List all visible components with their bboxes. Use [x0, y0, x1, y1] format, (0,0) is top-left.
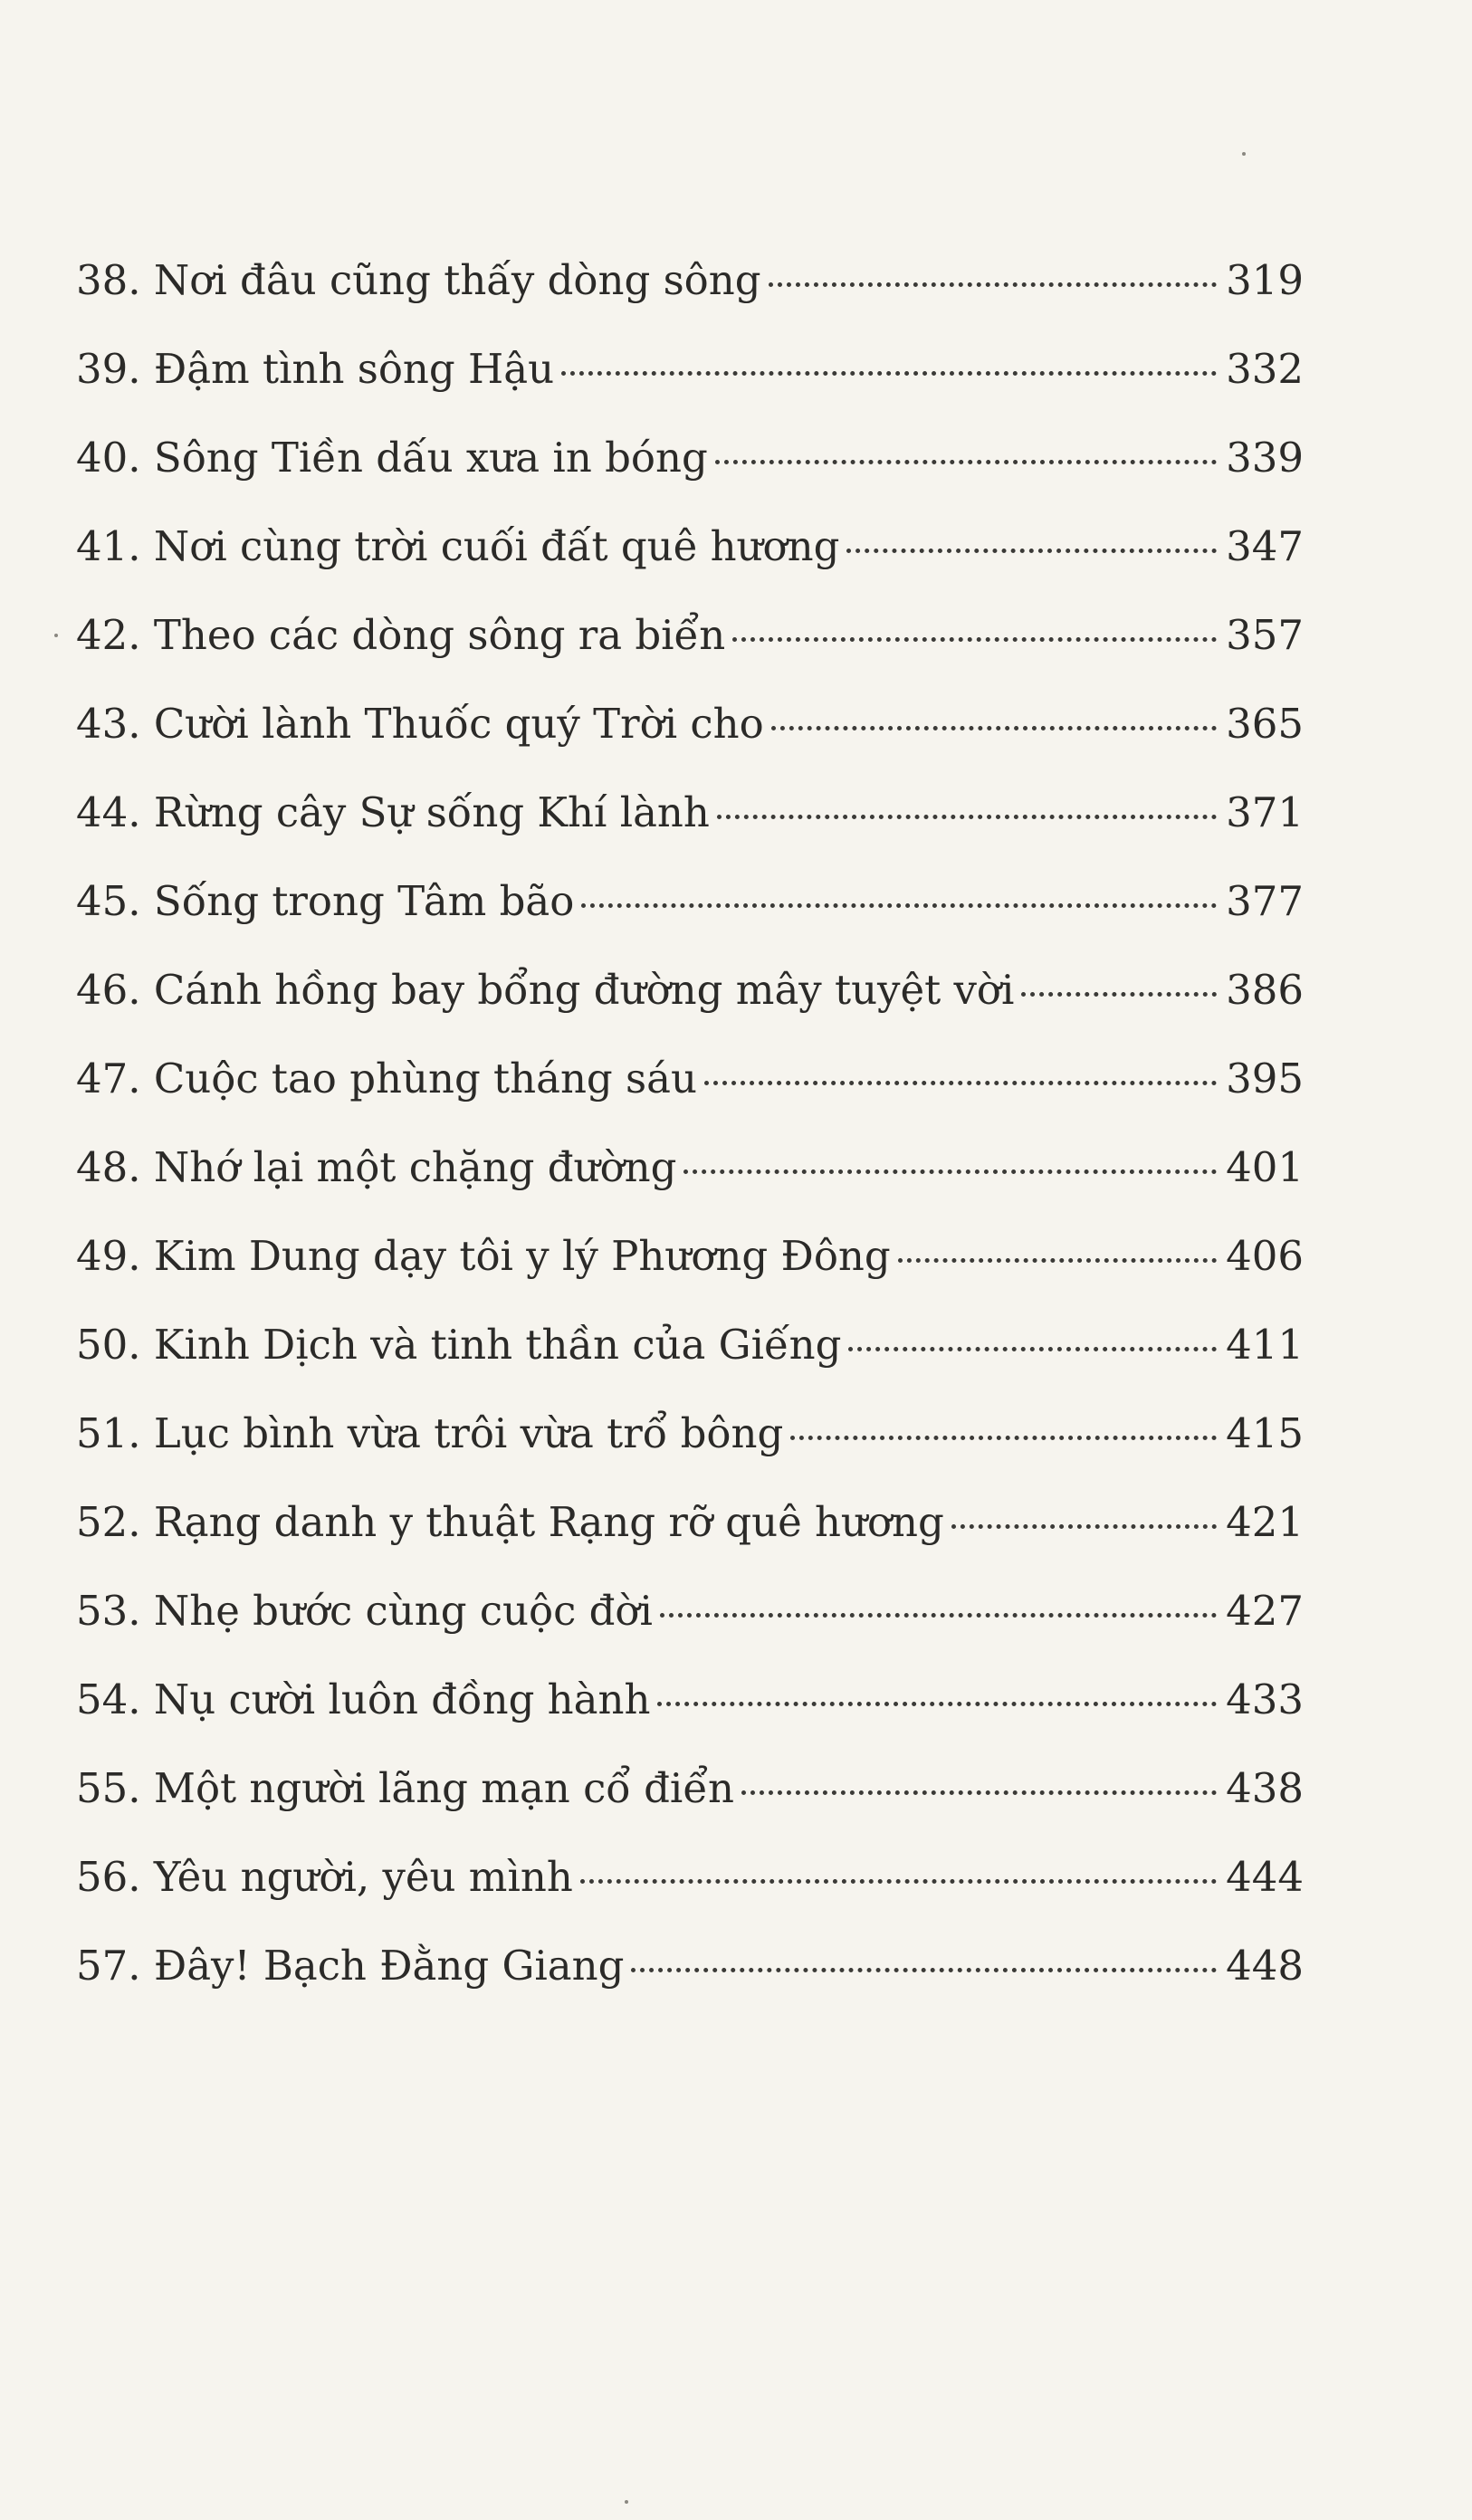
toc-page-number: 401 — [1226, 1143, 1304, 1191]
toc-dot-leader — [846, 549, 1217, 553]
toc-dot-leader — [683, 1169, 1217, 1174]
toc-dot-leader — [951, 1524, 1217, 1529]
toc-dot-leader — [657, 1702, 1217, 1706]
toc-entry[interactable] — [76, 1229, 1304, 1318]
toc-page-number: 415 — [1226, 1409, 1304, 1457]
paper-speck — [625, 2500, 628, 2504]
toc-entry[interactable] — [76, 342, 1304, 431]
toc-entry[interactable] — [76, 1407, 1304, 1495]
toc-entry-title: 55. Một người lãng mạn cổ điển — [76, 1764, 734, 1812]
toc-entry-title: 45. Sống trong Tâm bão — [76, 877, 575, 925]
toc-entry[interactable] — [76, 520, 1304, 608]
toc-entry[interactable] — [76, 1850, 1304, 1939]
toc-dot-leader — [660, 1613, 1217, 1618]
toc-entry-title: 53. Nhẹ bước cùng cuộc đời — [76, 1587, 653, 1635]
toc-entry[interactable] — [76, 1761, 1304, 1850]
toc-entry[interactable] — [76, 1052, 1304, 1141]
toc-page-number: 406 — [1226, 1232, 1304, 1280]
paper-speck — [54, 634, 58, 637]
toc-entry[interactable] — [76, 874, 1304, 963]
toc-entry-title: 46. Cánh hồng bay bổng đường mây tuyệt vời — [76, 966, 1015, 1014]
toc-entry[interactable] — [76, 1584, 1304, 1673]
toc-dot-leader — [769, 282, 1218, 287]
toc-entry-title: 48. Nhớ lại một chặng đường — [76, 1143, 677, 1191]
toc-entry-title: 57. Đây! Bạch Đằng Giang — [76, 1942, 625, 1990]
toc-page-number: 357 — [1226, 611, 1304, 659]
toc-dot-leader — [561, 371, 1217, 376]
toc-page-number: 365 — [1226, 700, 1304, 748]
toc-entry-title: 51. Lục bình vừa trôi vừa trổ bông — [76, 1409, 784, 1457]
toc-page-number: 438 — [1226, 1764, 1304, 1812]
toc-entry[interactable] — [76, 253, 1304, 342]
toc-page-number: 411 — [1226, 1321, 1304, 1369]
toc-dot-leader — [790, 1436, 1217, 1440]
toc-page-number: 332 — [1226, 345, 1304, 393]
toc-entry[interactable] — [76, 786, 1304, 874]
toc-page-number: 347 — [1226, 522, 1304, 570]
toc-dot-leader — [717, 815, 1217, 819]
toc-entry-title: 54. Nụ cười luôn đồng hành — [76, 1675, 651, 1723]
toc-entry[interactable] — [76, 1939, 1304, 2028]
toc-entry-title: 38. Nơi đâu cũng thấy dòng sông — [76, 256, 761, 304]
toc-page-number: 433 — [1226, 1675, 1304, 1723]
toc-page-number: 339 — [1226, 434, 1304, 482]
toc-page-number: 319 — [1226, 256, 1304, 304]
toc-page-number: 444 — [1226, 1853, 1304, 1901]
toc-entry-title: 39. Đậm tình sông Hậu — [76, 345, 555, 393]
toc-page-number: 377 — [1226, 877, 1304, 925]
toc-entry[interactable] — [76, 697, 1304, 786]
toc-dot-leader — [771, 726, 1217, 730]
paper-speck — [1242, 152, 1246, 156]
toc-dot-leader — [715, 460, 1217, 464]
toc-entry-title: 44. Rừng cây Sự sống Khí lành — [76, 788, 710, 836]
toc-entry[interactable] — [76, 1673, 1304, 1761]
toc-entry[interactable] — [76, 608, 1304, 697]
toc-page-number: 395 — [1226, 1055, 1304, 1102]
toc-entry[interactable] — [76, 1141, 1304, 1229]
toc-dot-leader — [741, 1790, 1217, 1795]
toc-dot-leader — [631, 1968, 1217, 1972]
toc-page-number: 421 — [1226, 1498, 1304, 1546]
toc-entry[interactable] — [76, 963, 1304, 1052]
table-of-contents — [76, 253, 1304, 2028]
toc-dot-leader — [848, 1347, 1217, 1351]
toc-entry-title: 49. Kim Dung dạy tôi y lý Phương Đông — [76, 1232, 891, 1280]
toc-dot-leader — [898, 1258, 1217, 1263]
toc-entry[interactable] — [76, 1318, 1304, 1407]
toc-entry-title: 52. Rạng danh y thuật Rạng rỡ quê hương — [76, 1498, 944, 1546]
toc-page-number: 386 — [1226, 966, 1304, 1014]
toc-dot-leader — [580, 1879, 1217, 1884]
toc-page-number: 371 — [1226, 788, 1304, 836]
toc-entry[interactable] — [76, 1495, 1304, 1584]
toc-entry-title: 43. Cười lành Thuốc quý Trời cho — [76, 700, 764, 748]
toc-page-number: 427 — [1226, 1587, 1304, 1635]
toc-entry-title: 41. Nơi cùng trời cuối đất quê hương — [76, 522, 840, 570]
toc-entry-title: 40. Sông Tiền dấu xưa in bóng — [76, 434, 708, 482]
toc-entry-title: 42. Theo các dòng sông ra biển — [76, 611, 726, 659]
toc-page-number: 448 — [1226, 1942, 1304, 1990]
toc-dot-leader — [704, 1081, 1217, 1085]
toc-entry-title: 56. Yêu người, yêu mình — [76, 1853, 573, 1901]
toc-dot-leader — [1021, 992, 1217, 997]
toc-entry-title: 47. Cuộc tao phùng tháng sáu — [76, 1055, 697, 1102]
toc-entry-title: 50. Kinh Dịch và tinh thần của Giếng — [76, 1321, 842, 1369]
toc-dot-leader — [732, 637, 1217, 642]
toc-entry[interactable] — [76, 431, 1304, 520]
toc-dot-leader — [581, 903, 1217, 908]
